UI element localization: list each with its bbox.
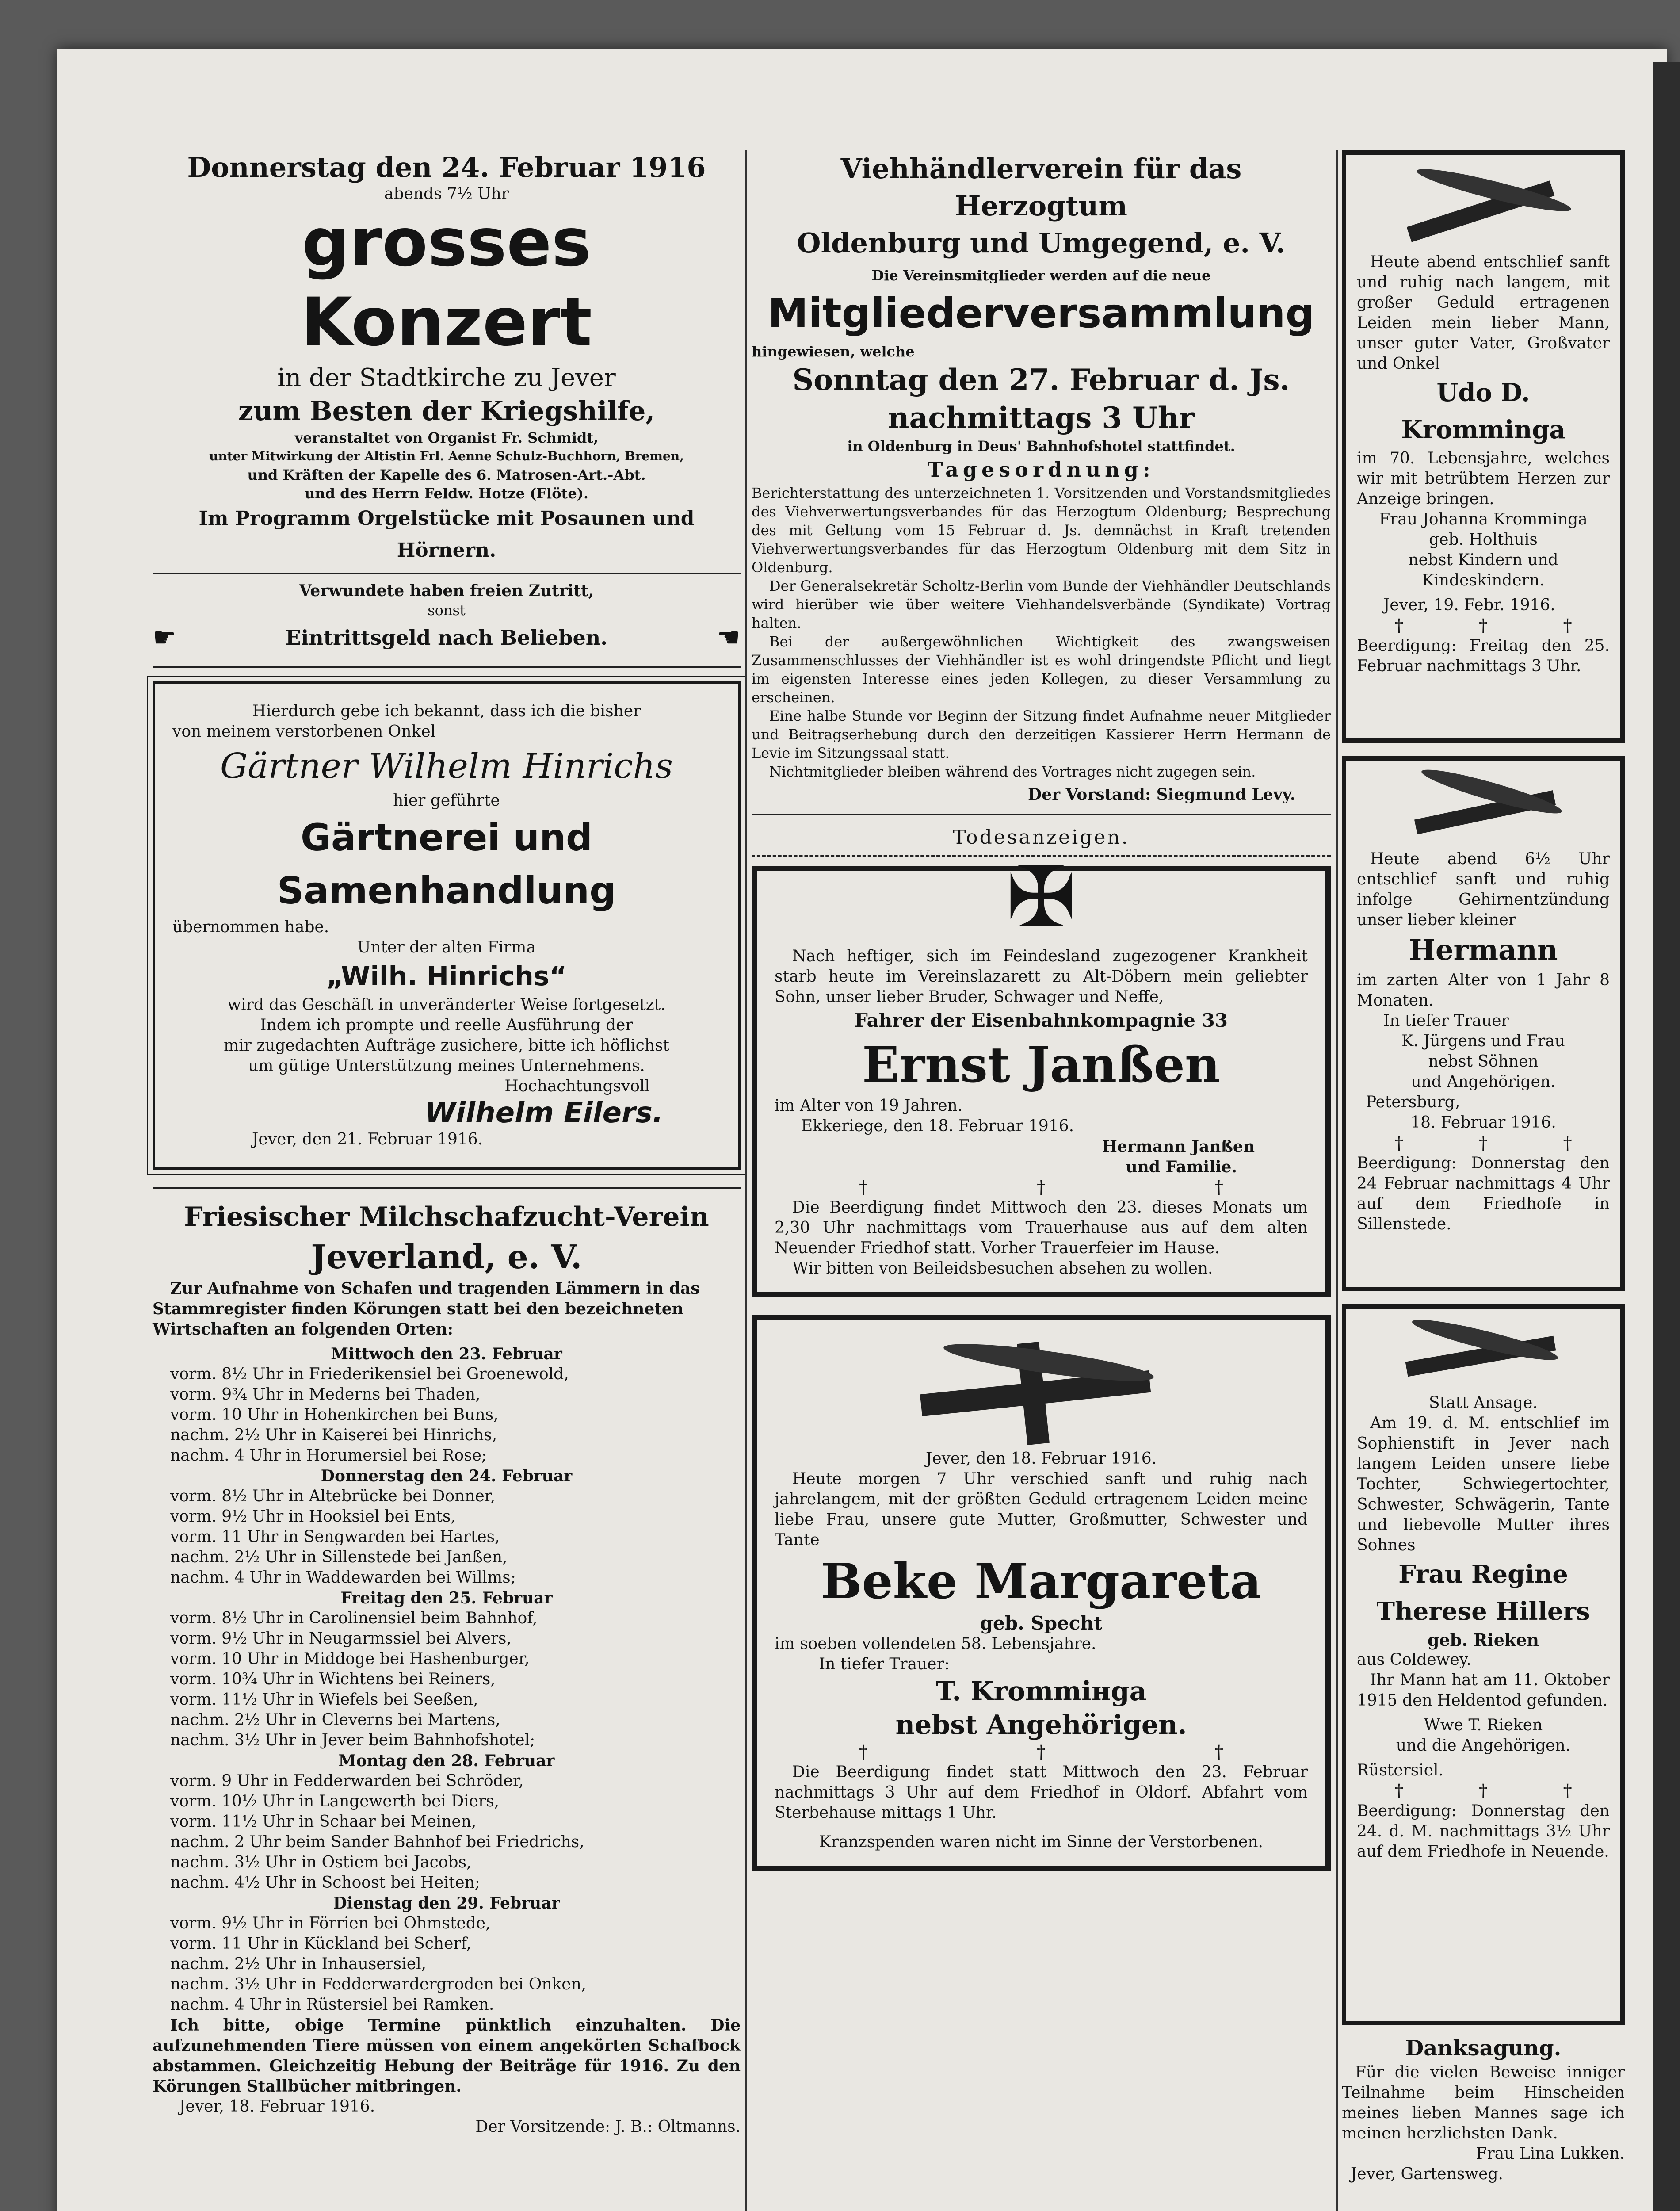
milchschaf-title1: Friesischer Milchschafzucht-Verein bbox=[184, 1201, 709, 1232]
schedule-list bbox=[153, 1344, 741, 2015]
gaertnerei-date: Jever, den 21. Februar 1916. bbox=[252, 1130, 483, 1148]
dank-signer: Frau Lina Lukken. bbox=[1476, 2145, 1625, 2163]
kromminga-fam3: nebst Kindern und Kindeskindern. bbox=[1408, 551, 1558, 589]
hillers-burial: Beerdigung: Donnerstag den 24. d. M. nachmittags 3½ Uhr auf dem Friedhofe in Neuende. bbox=[1357, 1802, 1610, 1861]
kromminga-date: Jever, 19. Febr. 1916. bbox=[1383, 596, 1555, 614]
schedule-entry: vorm. 10½ Uhr in Langewerth bei Diers, bbox=[170, 1792, 500, 1810]
kromminga-fam2: geb. Holthuis bbox=[1429, 531, 1538, 549]
schedule-day: Mittwoch den 23. Februar bbox=[331, 1345, 562, 1363]
kromminga-notice bbox=[1342, 150, 1625, 743]
hermann-burial: Beerdigung: Donnerstag den 24 Februar nachmittags 4 Uhr auf dem Friedhofe in Sillenstede. bbox=[1357, 1154, 1610, 1233]
palm-cross-icon bbox=[1357, 164, 1610, 252]
divider bbox=[153, 1187, 741, 1189]
cross-row bbox=[775, 1742, 1308, 1762]
milchschaf-date: Jever, 18. Februar 1916. bbox=[179, 2097, 375, 2115]
column-separator bbox=[745, 150, 747, 2211]
schedule-day: Dienstag den 29. Februar bbox=[333, 1894, 560, 1913]
divider bbox=[153, 573, 741, 574]
schedule-day: Donnerstag den 24. Februar bbox=[321, 1467, 573, 1485]
schedule-entry: nachm. 2½ Uhr in Cleverns bei Martens, bbox=[170, 1711, 500, 1729]
margareta-fam1: T. Krommінga bbox=[935, 1676, 1147, 1707]
gaertnerei-uebernommen: übernommen habe. bbox=[172, 918, 329, 936]
gaertnerei-name: Gärtner Wilhelm Hinrichs bbox=[220, 746, 673, 786]
gaertnerei-ad bbox=[153, 681, 741, 1170]
hermann-date: 18. Februar 1916. bbox=[1410, 1113, 1556, 1132]
schedule-entry: vorm. 9 Uhr in Fedderwarden bei Schröder, bbox=[170, 1772, 524, 1790]
schedule-entry: vorm. 11 Uhr in Sengwarden bei Hartes, bbox=[170, 1528, 500, 1546]
dagger-icon: † bbox=[1214, 1177, 1223, 1197]
margareta-text: Heute morgen 7 Uhr verschied sanft und ruhig nach jahrelangem, mit der größten Geduld ertragenem Leiden meine liebe Frau, unsere gute Mutter, Großmutter, Schwester und Tante bbox=[775, 1470, 1308, 1549]
milchschaf-closing: Ich bitte, obige Termine pünktlich einzuhalten. Die aufzunehmenden Tiere müssen von einem angekörten Schafbock abstammen. Gleichzeitig Hebung der Beiträge für 1916. Zu den Körungen Stallbücher mitbringen. bbox=[153, 2016, 741, 2096]
kromminga-age: im 70. Lebensjahre, welches wir mit betrübtem Herzen zur Anzeige bringen. bbox=[1357, 449, 1610, 508]
gaertnerei-firma: „Wilh. Hinrichs“ bbox=[326, 961, 567, 992]
hillers-fam: Wwe T. Rieken bbox=[1424, 1716, 1543, 1734]
hillers-notice bbox=[1342, 1304, 1625, 2025]
janssen-burial: Die Beerdigung findet Mittwoch den 23. dieses Monats um 2,30 Uhr nachmittags vom Trauerhause aus auf dem alten Neuender Friedhof statt. Vorher Trauerfeier im Hause. bbox=[775, 1198, 1308, 1257]
janssen-date: Ekkeriege, den 18. Februar 1916. bbox=[801, 1117, 1074, 1135]
schedule-entry: vorm. 11½ Uhr in Schaar bei Meinen, bbox=[170, 1813, 477, 1831]
margareta-name: Beke Margareta bbox=[821, 1553, 1262, 1610]
konzert-sonst: sonst bbox=[428, 602, 466, 619]
dagger-icon: † bbox=[1394, 1133, 1404, 1153]
schedule-entry: vorm. 11 Uhr in Kückland bei Scherf, bbox=[170, 1935, 472, 1953]
gaertnerei-text4: um gütige Unterstützung meines Unternehmens. bbox=[248, 1057, 645, 1075]
hermann-age: im zarten Alter von 1 Jahr 8 Monaten. bbox=[1357, 971, 1610, 1010]
janssen-notice bbox=[752, 849, 1331, 1297]
dagger-icon: † bbox=[1037, 1742, 1046, 1762]
viehhaendler-main: Mitgliederversammlung bbox=[767, 290, 1315, 337]
viehhaendler-place: in Oldenburg in Deus' Bahnhofshotel stattfindet. bbox=[847, 438, 1235, 455]
agenda-title: Tagesordnung: bbox=[928, 458, 1155, 482]
viehhaendler-ad bbox=[752, 150, 1331, 805]
schedule-entry: nachm. 4 Uhr in Waddewarden bei Willms; bbox=[170, 1568, 516, 1587]
hillers-hero: Ihr Mann hat am 11. Oktober 1915 den Heldentod gefunden. bbox=[1357, 1671, 1610, 1710]
cross-row bbox=[1357, 616, 1610, 636]
hillers-place: Rüstersiel. bbox=[1357, 1761, 1443, 1779]
agenda-p3: Bei der außergewöhnlichen Wichtigkeit des zwangsweisen Zusammenschlusses der Viehhändler ist es wohl dringendste Pflicht und liegt im eigensten Interesse eines jeden Kollegen, zu dieser Versammlung zu erscheinen. bbox=[752, 633, 1331, 706]
column-separator bbox=[1336, 150, 1338, 2211]
iron-cross-icon: ✠ bbox=[1006, 849, 1077, 946]
palm-cross-icon bbox=[1357, 769, 1610, 849]
janssen-family2: und Familie. bbox=[1126, 1158, 1237, 1176]
agenda-p5: Nichtmitglieder bleiben während des Vortrages nicht zugegen sein. bbox=[769, 763, 1256, 780]
hermann-name: Hermann bbox=[1409, 933, 1558, 967]
gaertnerei-firma-label: Unter der alten Firma bbox=[357, 938, 536, 956]
pointing-hand-icon: ☛ bbox=[717, 622, 741, 653]
kromminga-burial: Beerdigung: Freitag den 25. Februar nachmittags 3 Uhr. bbox=[1357, 637, 1610, 675]
hermann-notice bbox=[1342, 756, 1625, 1291]
konzert-ad bbox=[153, 150, 741, 653]
janssen-family1: Hermann Janßen bbox=[1102, 1137, 1255, 1156]
kromminga-text: Heute abend entschlief sanft und ruhig nach langem, mit großer Geduld ertragenen Leiden mein lieber Mann, unser guter Vater, Großvater und Onkel bbox=[1357, 253, 1610, 373]
agenda-text: Berichterstattung des unterzeichneten 1. Vorsitzenden und Vorstandsmitgliedes des Viehverwertungsverbandes für das Herzogtum Oldenburg; Besprechung des mit Geltung vom 15 Februar d. Js. demnächst in Kraft tretenden Viehverwertungsverbandes für das Herzogtum Oldenburg mit dem Sitz in Oldenburg. bbox=[752, 485, 1331, 576]
schedule-entry: nachm. 3½ Uhr in Fedderwardergroden bei Onken, bbox=[170, 1975, 587, 1993]
schedule-entry: vorm. 10 Uhr in Middoge bei Hashenburger, bbox=[170, 1650, 530, 1668]
gaertnerei-business: Gärtnerei und Samenhandlung bbox=[277, 816, 616, 912]
dagger-icon: † bbox=[859, 1742, 868, 1762]
schedule-entry: nachm. 4½ Uhr in Schoost bei Heiten; bbox=[170, 1874, 480, 1892]
schedule-entry: nachm. 2½ Uhr in Kaiserei bei Hinrichs, bbox=[170, 1426, 497, 1444]
gaertnerei-intro1: Hierdurch gebe ich bekannt, dass ich die bisher bbox=[252, 702, 641, 720]
milchschaf-ad bbox=[153, 1198, 741, 2137]
janssen-text: Nach heftiger, sich im Feindesland zugezogener Krankheit starb heute im Vereinslazarett zu Alt-Döbern mein geliebter Sohn, unser lieber Bruder, Schwager und Neffe, bbox=[775, 947, 1308, 1006]
divider bbox=[153, 666, 741, 668]
konzert-venue: in der Stadtkirche zu Jever bbox=[277, 363, 616, 392]
viehhaendler-title2: Oldenburg und Umgegend, e. V. bbox=[797, 227, 1286, 259]
gaertnerei-text3: mir zugedachten Aufträge zusichere, bitte ich höflichst bbox=[224, 1037, 669, 1055]
gaertnerei-gruss: Hochachtungsvoll bbox=[504, 1077, 650, 1095]
pointing-hand-icon: ☛ bbox=[153, 622, 176, 653]
konzert-wounded: Verwundete haben freien Zutritt, bbox=[299, 581, 594, 600]
right-column bbox=[1342, 150, 1625, 2184]
schedule-entry: nachm. 2½ Uhr in Inhausersiel, bbox=[170, 1955, 427, 1973]
viehhaendler-sub: Die Vereinsmitglieder werden auf die neue bbox=[871, 267, 1211, 284]
milchschaf-intro: Zur Aufnahme von Schafen und tragenden Lämmern in das Stammregister finden Körungen statt bei den bezeichneten Wirtschaften an folgenden Orten: bbox=[153, 1279, 700, 1339]
schedule-entry: vorm. 9¾ Uhr in Mederns bei Thaden, bbox=[170, 1385, 481, 1404]
konzert-line4: und des Herrn Feldw. Hotze (Flöte). bbox=[305, 485, 588, 502]
gaertnerei-text2: Indem ich prompte und reelle Ausführung der bbox=[260, 1016, 633, 1034]
dagger-icon: † bbox=[1563, 1781, 1572, 1801]
viehhaendler-vorstand: Der Vorstand: Siegmund Levy. bbox=[1028, 785, 1295, 804]
schedule-entry: vorm. 11½ Uhr in Wiefels bei Seeßen, bbox=[170, 1691, 478, 1709]
kromminga-name: Udo D. Kromminga bbox=[1401, 378, 1565, 444]
cross-row bbox=[1357, 1133, 1610, 1153]
konzert-purpose: zum Besten der Kriegshilfe, bbox=[238, 396, 655, 427]
dagger-icon: † bbox=[1478, 1133, 1488, 1153]
hermann-fam3: und Angehörigen. bbox=[1411, 1073, 1556, 1091]
margareta-fam2: nebst Angehörigen. bbox=[895, 1710, 1187, 1740]
hillers-geb: geb. Rieken bbox=[1427, 1630, 1539, 1650]
middle-column bbox=[752, 150, 1331, 1871]
schedule-entry: nachm. 4 Uhr in Rüstersiel bei Ramken. bbox=[170, 1996, 494, 2014]
dagger-icon: † bbox=[1394, 1781, 1404, 1801]
janssen-request: Wir bitten von Beileidsbesuchen absehen zu wollen. bbox=[792, 1259, 1213, 1278]
schedule-entry: nachm. 2 Uhr beim Sander Bahnhof bei Friedrichs, bbox=[170, 1833, 584, 1851]
konzert-title: grosses Konzert bbox=[301, 204, 592, 361]
margareta-date: Jever, den 18. Februar 1916. bbox=[925, 1450, 1157, 1468]
janssen-age: im Alter von 19 Jahren. bbox=[775, 1097, 963, 1115]
janssen-name: Ernst Janßen bbox=[862, 1036, 1220, 1093]
agenda-p2: Der Generalsekretär Scholtz-Berlin vom Bunde der Viehhändler Deutschlands wird hierüber wie über weitere Viehhandelsverbände (Syndikate) Vortrag halten. bbox=[752, 578, 1331, 631]
schedule-entry: vorm. 9½ Uhr in Neugarmssiel bei Alvers, bbox=[170, 1630, 512, 1648]
hermann-place: Petersburg, bbox=[1366, 1093, 1460, 1111]
dagger-icon: † bbox=[1037, 1177, 1046, 1197]
palm-cross-icon bbox=[775, 1334, 1308, 1449]
konzert-line3: und Kräften der Kapelle des 6. Matrosen-Art.-Abt. bbox=[247, 467, 646, 483]
hillers-statt: Statt Ansage. bbox=[1429, 1394, 1538, 1412]
schedule-entry: nachm. 4 Uhr in Horumersiel bei Rose; bbox=[170, 1446, 487, 1465]
dagger-icon: † bbox=[1394, 616, 1404, 636]
hillers-name2: Therese Hillers bbox=[1376, 1597, 1590, 1626]
konzert-line2: unter Mitwirkung der Altistin Frl. Aenne Schulz-Buchhorn, Bremen, bbox=[209, 449, 684, 463]
dagger-icon: † bbox=[1478, 616, 1488, 636]
margareta-burial: Die Beerdigung findet statt Mittwoch den 23. Februar nachmittags 3 Uhr auf dem Friedhof in Oldorf. Abfahrt vom Sterbehause mittags 1 Uhr. bbox=[775, 1763, 1308, 1822]
binding-gutter bbox=[1653, 62, 1680, 2211]
todesanzeigen-header: Todesanzeigen. bbox=[953, 826, 1130, 849]
hillers-name1: Frau Regine bbox=[1398, 1560, 1568, 1589]
schedule-entry: nachm. 2½ Uhr in Sillenstede bei Janßen, bbox=[170, 1548, 508, 1566]
schedule-entry: nachm. 3½ Uhr in Ostiem bei Jacobs, bbox=[170, 1853, 472, 1871]
dagger-icon: † bbox=[1214, 1742, 1223, 1762]
dagger-icon: † bbox=[1563, 616, 1572, 636]
gaertnerei-text1: wird das Geschäft in unveränderter Weise fortgesetzt. bbox=[227, 996, 666, 1014]
milchschaf-signer: Der Vorsitzende: J. B.: Oltmanns. bbox=[475, 2118, 741, 2136]
konzert-line1: veranstaltet von Organist Fr. Schmidt, bbox=[294, 429, 599, 446]
dagger-icon: † bbox=[1563, 1133, 1572, 1153]
gaertnerei-signer: Wilhelm Eilers. bbox=[424, 1097, 663, 1129]
konzert-fee-row bbox=[153, 622, 741, 653]
divider bbox=[752, 814, 1331, 815]
dagger-icon: † bbox=[1478, 1781, 1488, 1801]
dank-title: Danksagung. bbox=[1405, 2036, 1562, 2061]
hillers-text: Am 19. d. M. entschlief im Sophienstift in Jever nach langem Leiden unsere liebe Tochter, Schwiegertochter, Schwester, Schwägerin, Tante und liebevolle Mutter ihres Sohnes bbox=[1357, 1414, 1610, 1554]
viehhaendler-title1: Viehhändlerverein für das Herzogtum bbox=[840, 153, 1242, 222]
janssen-rank: Fahrer der Eisenbahnkompagnie 33 bbox=[854, 1010, 1228, 1031]
cross-row bbox=[1357, 1781, 1610, 1801]
konzert-date: Donnerstag den 24. Februar 1916 bbox=[187, 151, 706, 184]
margareta-trauer: In tiefer Trauer: bbox=[819, 1655, 950, 1673]
viehhaendler-date: Sonntag den 27. Februar d. Js. bbox=[792, 363, 1290, 397]
danksagung bbox=[1342, 2034, 1625, 2184]
hillers-from: aus Coldewey. bbox=[1357, 1651, 1471, 1669]
agenda-p4: Eine halbe Stunde vor Beginn der Sitzung findet Aufnahme neuer Mitglieder und Beitragserhebung durch den derzeitigen Kassierer Herrn Hermann de Levie im Sitzungssaal statt. bbox=[752, 708, 1331, 761]
schedule-entry: nachm. 3½ Uhr in Jever beim Bahnhofshotel; bbox=[170, 1731, 535, 1749]
margareta-age: im soeben vollendeten 58. Lebensjahre. bbox=[775, 1635, 1096, 1653]
schedule-entry: vorm. 9½ Uhr in Förrien bei Ohmstede, bbox=[170, 1914, 491, 1932]
milchschaf-title2: Jeverland, e. V. bbox=[311, 1238, 582, 1276]
konzert-fee: Eintrittsgeld nach Belieben. bbox=[285, 626, 608, 650]
hermann-text: Heute abend 6½ Uhr entschlief sanft und ruhig infolge Gehirnentzündung unser lieber kleiner bbox=[1357, 850, 1610, 929]
dank-text: Für die vielen Beweise inniger Teilnahme beim Hinscheiden meines lieben Mannes sage ich meinen herzlichsten Dank. bbox=[1342, 2063, 1625, 2142]
margareta-geb: geb. Specht bbox=[980, 1612, 1103, 1634]
palm-cross-icon bbox=[1357, 1318, 1610, 1393]
gaertnerei-hier: hier geführte bbox=[393, 792, 500, 810]
dank-place: Jever, Gartensweg. bbox=[1351, 2165, 1503, 2183]
left-column bbox=[153, 150, 741, 2137]
hermann-fam2: nebst Söhnen bbox=[1428, 1052, 1539, 1071]
schedule-entry: vorm. 10¾ Uhr in Wichtens bei Reiners, bbox=[170, 1670, 496, 1688]
cross-row bbox=[775, 1177, 1308, 1197]
schedule-entry: vorm. 9½ Uhr in Hooksiel bei Ents, bbox=[170, 1507, 456, 1526]
gaertnerei-intro2: von meinem verstorbenen Onkel bbox=[172, 723, 436, 741]
schedule-entry: vorm. 8½ Uhr in Friederikensiel bei Groenewold, bbox=[170, 1365, 569, 1383]
hillers-fam2: und die Angehörigen. bbox=[1396, 1737, 1571, 1755]
schedule-day: Freitag den 25. Februar bbox=[340, 1589, 553, 1607]
hermann-fam1: K. Jürgens und Frau bbox=[1401, 1032, 1565, 1050]
margareta-notice bbox=[752, 1315, 1331, 1871]
schedule-day: Montag den 28. Februar bbox=[338, 1752, 555, 1770]
konzert-time: abends 7½ Uhr bbox=[384, 185, 509, 203]
konzert-program: Im Programm Orgelstücke mit Posaunen und Hörnern. bbox=[199, 507, 695, 562]
viehhaendler-time: nachmittags 3 Uhr bbox=[888, 401, 1195, 435]
kromminga-fam1: Frau Johanna Kromminga bbox=[1379, 510, 1588, 528]
schedule-entry: vorm. 8½ Uhr in Altebrücke bei Donner, bbox=[170, 1487, 496, 1505]
viehhaendler-hingewiesen: hingewiesen, welche bbox=[752, 343, 915, 360]
dagger-icon: † bbox=[859, 1177, 868, 1197]
hermann-trauer: In tiefer Trauer bbox=[1383, 1012, 1509, 1030]
margareta-kranz: Kranzspenden waren nicht im Sinne der Verstorbenen. bbox=[819, 1833, 1263, 1851]
schedule-entry: vorm. 8½ Uhr in Carolinensiel beim Bahnhof, bbox=[170, 1609, 538, 1627]
schedule-entry: vorm. 10 Uhr in Hohenkirchen bei Buns, bbox=[170, 1406, 499, 1424]
